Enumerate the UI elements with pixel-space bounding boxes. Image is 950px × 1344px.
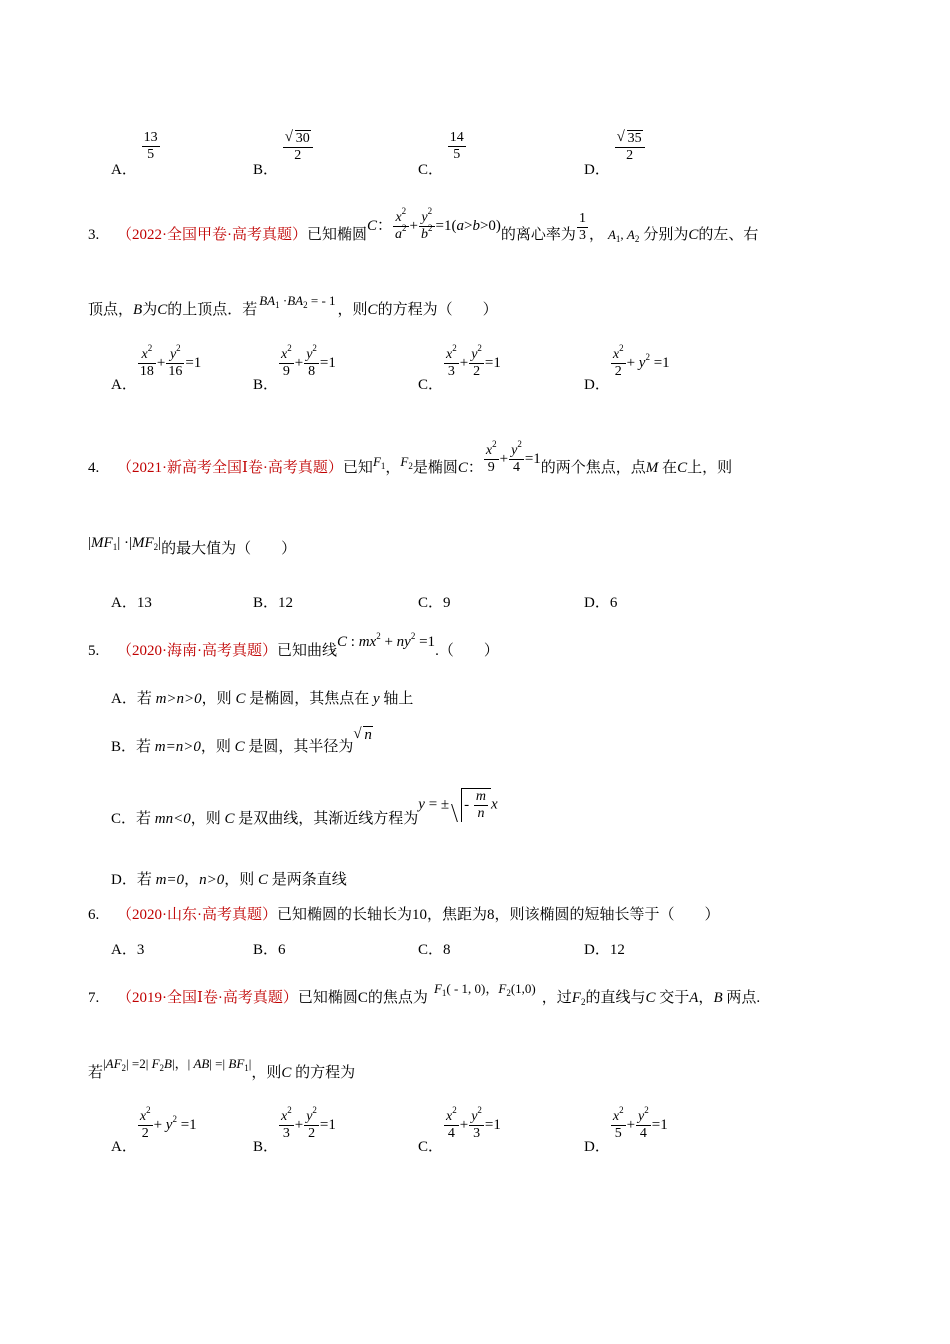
q3-option-a[interactable]: A． $\frac{x^2}{18}$ + $\frac{y^2}{16}$ =1 <box>111 343 202 393</box>
asymptote-equation: y = ± - $\frac{m}{n}$ x <box>418 788 498 821</box>
curve-equation: C : $mx^2 + ny^2 =1$ <box>337 631 436 650</box>
q4-option-b[interactable]: B．12 <box>253 595 294 611</box>
fraction: $\frac{13}{5}$ <box>143 130 158 162</box>
q2-option-d[interactable]: D． √ $\frac{35}{2}$ <box>584 130 646 164</box>
q7-option-b[interactable]: B． $\frac{x^2}{3}$ + $\frac{y^2}{2}$ =1 <box>253 1105 336 1155</box>
q7-option-c[interactable]: C． $\frac{x^2}{4}$ + $\frac{y^2}{3}$ =1 <box>418 1105 501 1155</box>
fraction: $\frac{14}{5}$ <box>449 130 464 162</box>
q6-option-c[interactable]: C．8 <box>418 942 451 958</box>
vector-condition: $BA_1 \cdot BA_2$ = - 1 <box>259 293 336 310</box>
q4-line2: $|MF_1| \cdot|MF_2|$的最大值为（ ） <box>88 535 297 557</box>
product-expression: $|MF_1| \cdot|MF_2|$ <box>88 535 162 552</box>
fraction: √ $\frac{30}{2}$ <box>283 130 313 164</box>
q4-line1: 4. （2021·新高考全国Ⅰ卷·高考真题）已知$F_1$，$F_2$是椭圆C： $\frac{x^2}{9}$ + $\frac{y^2}{4}$ =1的两个焦点，点M 在C上，则 <box>88 439 733 476</box>
q3-option-c[interactable]: C． $\frac{x^2}{3}$ + $\frac{y^2}{2}$ =1 <box>418 343 501 393</box>
q6-line1: 6. （2020·山东·高考真题）已知椭圆的长轴长为10，焦距为8，则该椭圆的短轴长等于（ ） <box>88 907 720 923</box>
q2-option-c[interactable]: C． $\frac{14}{5}$ <box>418 130 464 178</box>
q2-option-b[interactable]: B． √ $\frac{30}{2}$ <box>253 130 314 164</box>
q5-option-c[interactable]: C．若 mn<0，则 C 是双曲线，其渐近线方程为y = ± - $\frac{m}{n}$ x <box>111 788 498 827</box>
sqrt-symbol: √ n <box>353 726 373 744</box>
q7-option-d[interactable]: D． $\frac{x^2}{5}$ + $\frac{y^2}{4}$ =1 <box>584 1105 668 1155</box>
foci-coordinates: $F_1( - 1$, 0)，$F_2(1,0)$ <box>433 981 536 998</box>
q4-option-d[interactable]: D．6 <box>584 595 618 611</box>
q5-option-a[interactable]: A．若 m>n>0，则 C 是椭圆，其焦点在 y 轴上 <box>111 691 414 707</box>
q5-line1: 5. （2020·海南·高考真题）已知曲线C : $mx^2 + ny^2 =1$.（ ） <box>88 631 499 659</box>
eccentricity-fraction: $\frac{1}{3}$ <box>578 211 586 244</box>
q6-option-d[interactable]: D．12 <box>584 942 625 958</box>
sqrt-symbol: √ 30 <box>285 130 311 147</box>
q4-option-c[interactable]: C．9 <box>418 595 451 611</box>
ellipse-equation: C： $\frac{x^2}{a^2}$ + $\frac{y^2}{b^2}$ =1(a>b>0) <box>367 206 501 243</box>
q6-option-a[interactable]: A．3 <box>111 942 145 958</box>
q6-option-b[interactable]: B．6 <box>253 942 286 958</box>
q7-option-a[interactable]: A． $\frac{x^2}{2}$ + $y^2 =1$ <box>111 1105 197 1155</box>
length-condition: $|AF_2| =2|$ $F_2B|$，| AB| =| $BF_1|$ <box>103 1056 252 1073</box>
q3-line1: 3. （2022·全国甲卷·高考真题）已知椭圆C： $\frac{x^2}{a^2}$ + $\frac{y^2}{b^2}$ =1(a>b>0)的离心率为 $\frac{1}{3}$ ， $A_1$, $A_2$ 分别为C的左、右 <box>88 206 759 244</box>
q5-option-b[interactable]: B．若 m=n>0，则 C 是圆，其半径为√ n <box>111 738 373 756</box>
q7-line1: 7. （2019·全国Ⅰ卷·高考真题）已知椭圆C的焦点为$F_1( - 1$, 0)，$F_2(1,0)$，过$F_2$的直线与C 交于A，B 两点. <box>88 981 761 1007</box>
sqrt-symbol: √ 35 <box>617 130 643 147</box>
fraction: √ $\frac{35}{2}$ <box>615 130 645 164</box>
ellipse-equation: $\frac{x^2}{9}$ + $\frac{y^2}{4}$ =1 <box>485 439 541 476</box>
q3-option-d[interactable]: D． $\frac{x^2}{2}$ + $y^2 =1$ <box>584 343 670 393</box>
q5-option-d[interactable]: D．若 m=0，n>0，则 C 是两条直线 <box>111 872 347 888</box>
q3-option-b[interactable]: B． $\frac{x^2}{9}$ + $\frac{y^2}{8}$ =1 <box>253 343 336 393</box>
q2-option-a[interactable]: A． $\frac{13}{5}$ <box>111 130 158 178</box>
q4-option-a[interactable]: A．13 <box>111 595 152 611</box>
q3-line2: 顶点，B为C的上顶点．若$BA_1 \cdot BA_2$ = - 1，则C的方程为（ ） <box>88 293 498 318</box>
q7-line2: 若$|AF_2| =2|$ $F_2B|$，| AB| =| $BF_1|$，则C 的方程为 <box>88 1056 356 1081</box>
